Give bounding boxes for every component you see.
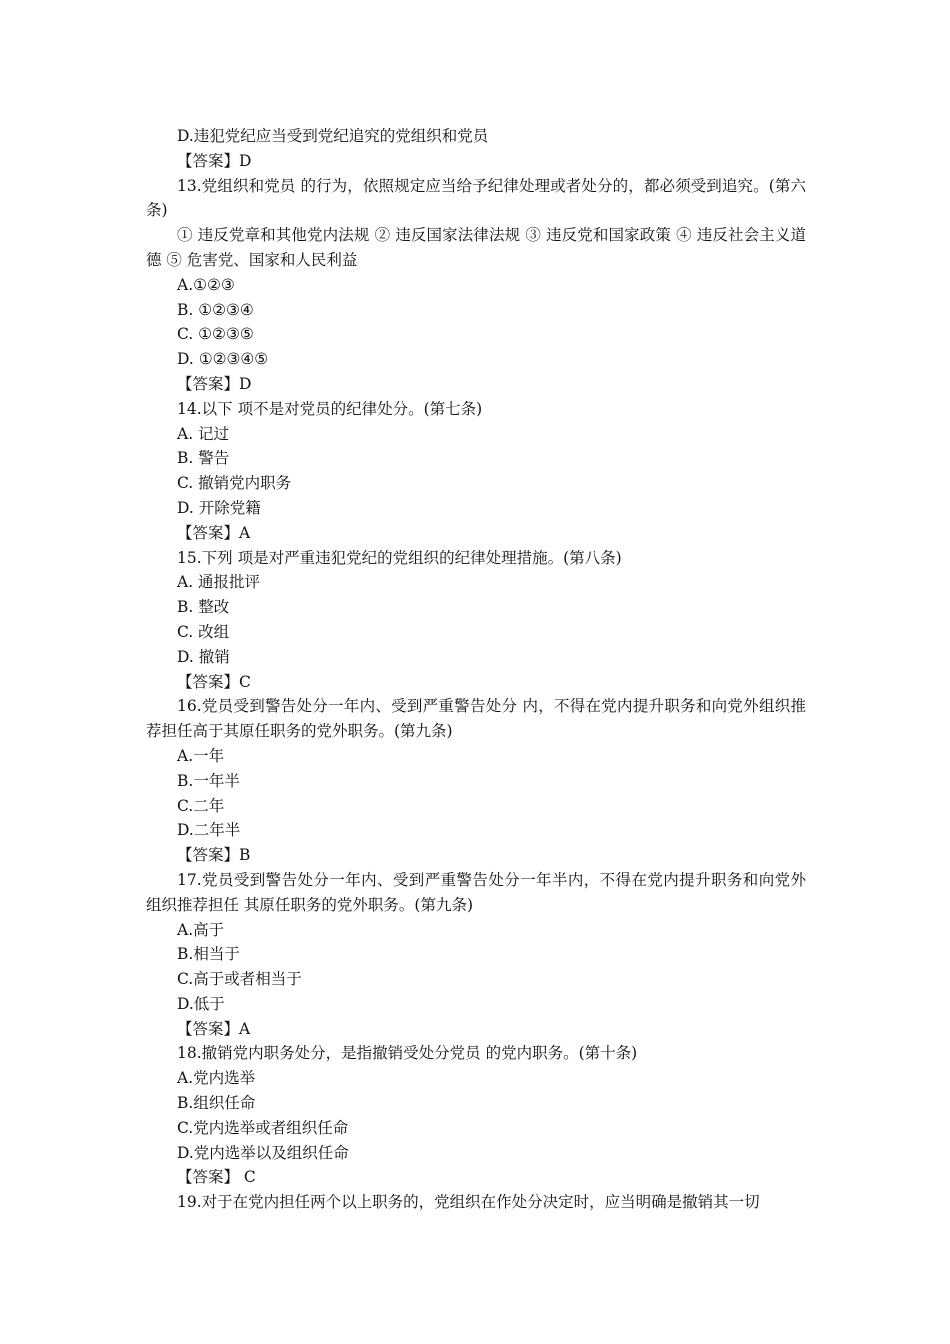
q15-option-c: C. 改组 xyxy=(177,622,230,641)
answer-14: 【答案】A xyxy=(177,523,251,542)
q17-option-d: D.低于 xyxy=(177,994,225,1013)
answer-12: 【答案】D xyxy=(177,151,252,170)
answer-18: 【答案】 C xyxy=(177,1168,256,1187)
document-page xyxy=(146,124,806,1215)
q13-option-a: A.①②③ xyxy=(177,275,235,294)
q18-option-b: B.组织任命 xyxy=(177,1094,256,1113)
question-19: 19.对于在党内担任两个以上职务的，党组织在作处分决定时，应当明确是撤销其一切 xyxy=(177,1193,760,1212)
q14-option-c: C. 撤销党内职务 xyxy=(177,474,292,493)
q17-option-c: C.高于或者相当于 xyxy=(177,970,302,989)
q16-option-b: B.一年半 xyxy=(177,771,240,790)
q13-option-c: C. ①②③⑤ xyxy=(177,325,254,344)
q17-option-b: B.相当于 xyxy=(177,945,240,964)
q13-option-b: B. ①②③④ xyxy=(177,300,254,319)
question-15: 15.下列 项是对严重违犯党纪的党组织的纪律处理措施。(第八条) xyxy=(177,548,622,567)
question-13: 13.党组织和党员 的行为，依照规定应当给予纪律处理或者处分的，都必须受到追究。(第六条) xyxy=(146,176,806,220)
answer-15: 【答案】C xyxy=(177,672,251,691)
question-17: 17.党员受到警告处分一年内、受到严重警告处分一年半内，不得在党内提升职务和向党外组织推荐担任 其原任职务的党外职务。(第九条) xyxy=(146,870,806,914)
answer-13: 【答案】D xyxy=(177,374,252,393)
q18-option-d: D.党内选举以及组织任命 xyxy=(177,1143,349,1162)
option-d-text: D.违犯党纪应当受到党纪追究的党组织和党员 xyxy=(177,127,489,145)
q15-option-a: A. 通报批评 xyxy=(177,573,261,592)
q18-option-a: A.党内选举 xyxy=(177,1069,256,1088)
q16-option-d: D.二年半 xyxy=(177,821,241,840)
q14-option-d: D. 开除党籍 xyxy=(177,498,261,517)
q14-option-a: A. 记过 xyxy=(177,424,230,443)
q13-option-d: D. ①②③④⑤ xyxy=(177,350,269,369)
q15-option-b: B. 整改 xyxy=(177,598,230,617)
question-13-items: ① 违反党章和其他党内法规 ② 违反国家法律法规 ③ 违反党和国家政策 ④ 违反社会主义道德 ⑤ 危害党、国家和人民利益 xyxy=(146,226,806,269)
answer-17: 【答案】A xyxy=(177,1019,251,1038)
question-16: 16.党员受到警告处分一年内、受到严重警告处分 内，不得在党内提升职务和向党外组织推荐担任高于其原任职务的党外职务。(第九条) xyxy=(146,697,806,741)
question-18: 18.撤销党内职务处分，是指撤销受处分党员 的党内职务。(第十条) xyxy=(177,1044,638,1063)
q16-option-c: C.二年 xyxy=(177,796,225,815)
q18-option-c: C.党内选举或者组织任命 xyxy=(177,1118,349,1137)
q16-option-a: A.一年 xyxy=(177,746,225,765)
q14-option-b: B. 警告 xyxy=(177,449,230,468)
q17-option-a: A.高于 xyxy=(177,920,225,939)
answer-16: 【答案】B xyxy=(177,846,251,865)
question-14: 14.以下 项不是对党员的纪律处分。(第七条) xyxy=(177,399,483,418)
q15-option-d: D. 撤销 xyxy=(177,647,230,666)
